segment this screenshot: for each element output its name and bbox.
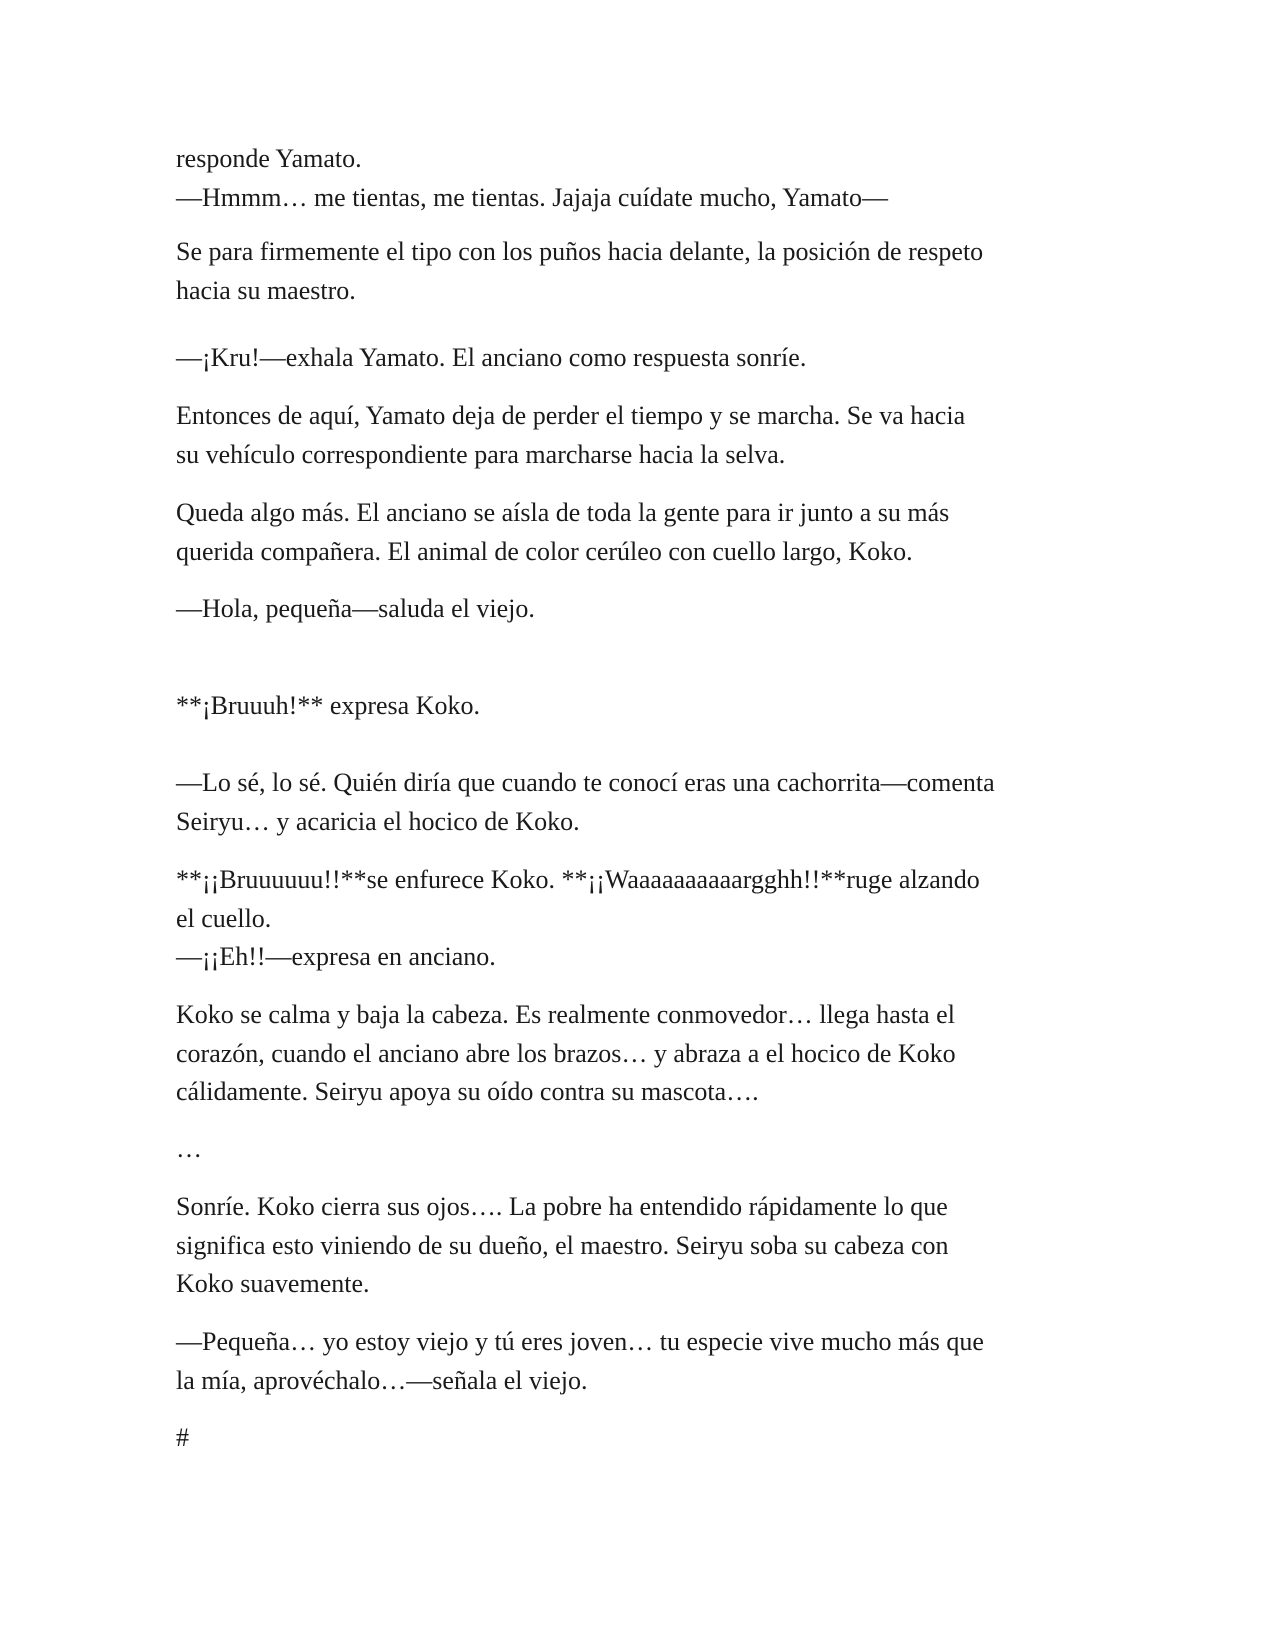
text-line: —¡¡Eh!!—expresa en anciano. [176,942,496,972]
paragraph [176,764,995,841]
text-line: **¡Bruuuh!** expresa Koko. [176,691,480,720]
text-line: su vehículo correspondiente para marcharse hacia la selva. [176,439,786,469]
paragraph [176,590,535,629]
text-line: cálidamente. Seiryu apoya su oído contra su mascota…. [176,1077,759,1107]
paragraph [176,140,888,217]
text-line: Koko se calma y baja la cabeza. Es realmente conmovedor… llega hasta el [176,1000,955,1029]
paragraph [176,1419,189,1458]
text-line: Queda algo más. El anciano se aísla de toda la gente para ir junto a su más [176,498,950,527]
paragraph [176,1188,949,1304]
text-line: el cuello. [176,903,272,933]
paragraph [176,687,480,726]
text-line: la mía, aprovéchalo…—señala el viejo. [176,1365,588,1395]
paragraph [176,233,983,310]
text-line: hacia su maestro. [176,275,356,305]
text-line: Sonríe. Koko cierra sus ojos…. La pobre ha entendido rápidamente lo que [176,1192,948,1221]
text-line: … [176,1134,202,1163]
paragraph [176,1130,202,1169]
paragraph [176,494,949,571]
text-line: # [176,1423,189,1452]
paragraph [176,861,980,977]
text-line: significa esto viniendo de su dueño, el maestro. Seiryu soba su cabeza con [176,1230,949,1260]
text-line: corazón, cuando el anciano abre los brazos… y abraza a el hocico de Koko [176,1038,956,1068]
text-line: querida compañera. El animal de color cerúleo con cuello largo, Koko. [176,536,913,566]
text-line: responde Yamato. [176,144,362,173]
text-line: —Pequeña… yo estoy viejo y tú eres joven… tu especie vive mucho más que [176,1327,984,1356]
text-line: Koko suavemente. [176,1269,370,1299]
paragraph [176,397,965,474]
text-line: **¡¡Bruuuuuu!!**se enfurece Koko. **¡¡Waaaaaaaaaargghh!!**ruge alzando [176,865,980,894]
text-line: —Hmmm… me tientas, me tientas. Jajaja cuídate mucho, Yamato— [176,182,888,212]
paragraph [176,339,806,378]
text-line: —¡Kru!—exhala Yamato. El anciano como respuesta sonríe. [176,343,807,372]
text-line: Entonces de aquí, Yamato deja de perder el tiempo y se marcha. Se va hacia [176,401,966,430]
text-line: Se para firmemente el tipo con los puños hacia delante, la posición de respeto [176,237,984,266]
paragraph [176,996,956,1112]
paragraph [176,1323,984,1400]
text-line: —Hola, pequeña—saluda el viejo. [176,594,535,623]
text-line: Seiryu… y acaricia el hocico de Koko. [176,806,580,836]
text-line: —Lo sé, lo sé. Quién diría que cuando te conocí eras una cachorrita—comenta [176,768,995,797]
